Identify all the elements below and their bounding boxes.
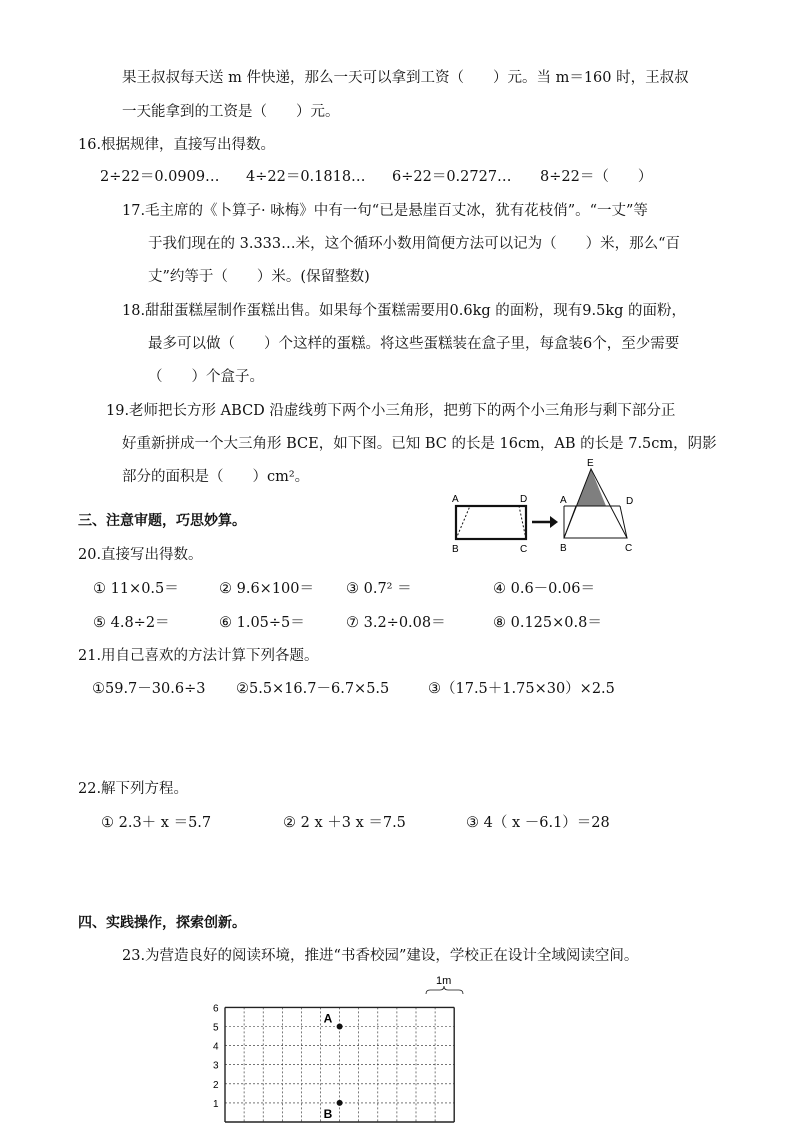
q18-line3: （ ）个盒子。 [148, 369, 264, 385]
y-tick-label: 3 [213, 1060, 219, 1072]
q23-grid [196, 970, 476, 1123]
q21-item-3: ③（17.5＋1.75×30）×2.5 [428, 681, 615, 697]
q19-line2: 好重新拼成一个大三角形 BCE，如下图。已知 BC 的长是 16cm，AB 的长是 7.5cm，阴影 [122, 436, 717, 452]
rect-label-d: D [520, 494, 528, 505]
q18-line1: 18.甜甜蛋糕屋制作蛋糕出售。如果每个蛋糕需要用0.6kg 的面粉，现有9.5kg 的面粉， [122, 303, 687, 319]
section3-title: 三、注意审题，巧思妙算。 [78, 513, 246, 529]
triangle-right-edge [620, 506, 627, 538]
rect-label-b: B [452, 544, 459, 555]
point-a [337, 1024, 343, 1030]
q17-line2: 于我们现在的 3.333…米，这个循环小数用简便方法可以记为（ ）米，那么“百 [148, 236, 681, 252]
triangle-inner-edge [564, 506, 576, 538]
q15-line1: 果王叔叔每天送 m 件快递，那么一天可以拿到工资（ ）元。当 m＝160 时，王叔叔 [122, 70, 689, 86]
point-b [337, 1100, 343, 1106]
shaded-triangle [576, 469, 606, 506]
q18-line2: 最多可以做（ ）个这样的蛋糕。将这些蛋糕装在盒子里，每盒装6个，至少需要 [148, 336, 680, 352]
q16-item-3: 6÷22＝0.2727… [392, 169, 512, 185]
q16-item-1: 2÷22＝0.0909… [100, 169, 220, 185]
point-b-label: B [323, 1106, 333, 1121]
y-tick-label: 2 [213, 1079, 219, 1091]
q17-line3: 丈”约等于（ ）米。(保留整数) [148, 269, 370, 285]
rect-label-a: A [452, 494, 459, 505]
q16-title: 16.根据规律，直接写出得数。 [78, 137, 276, 153]
section4-title: 四、实践操作，探索创新。 [78, 915, 246, 931]
q20-item-4: ④ 0.6－0.06＝ [493, 581, 595, 597]
q22-item-3: ③ 4（ x －6.1）＝28 [466, 815, 610, 831]
q20-item-8: ⑧ 0.125×0.8＝ [493, 615, 602, 631]
q20-title: 20.直接写出得数。 [78, 547, 203, 563]
y-tick-label: 6 [213, 1003, 219, 1015]
y-tick-label: 4 [213, 1041, 219, 1053]
tri-label-c: C [625, 543, 633, 554]
q16-item-4: 8÷22＝（ ） [540, 169, 653, 185]
q21-item-1: ①59.7－30.6÷3 [92, 681, 206, 697]
q23-title: 23.为营造良好的阅读环境，推进“书香校园”建设，学校正在设计全域阅读空间。 [122, 948, 639, 964]
tri-label-b: B [560, 543, 567, 554]
q20-item-3: ③ 0.7² ＝ [346, 581, 412, 597]
q19-figure [446, 456, 646, 556]
rect-label-c: C [520, 544, 528, 555]
q19-line1: 19.老师把长方形 ABCD 沿虚线剪下两个小三角形，把剪下的两个小三角形与剩下部分正 [106, 403, 676, 419]
arrow-head [550, 516, 558, 528]
q20-item-5: ⑤ 4.8÷2＝ [93, 615, 170, 631]
q15-line2: 一天能拿到的工资是（ ）元。 [122, 104, 340, 120]
y-tick-label: 1 [213, 1098, 219, 1110]
scale-label: 1m [436, 975, 452, 987]
q20-item-7: ⑦ 3.2÷0.08＝ [346, 615, 446, 631]
q22-item-1: ① 2.3＋ x ＝5.7 [101, 815, 212, 831]
point-a-label: A [323, 1011, 333, 1026]
q22-title: 22.解下列方程。 [78, 781, 189, 797]
rectangle-abcd [456, 506, 526, 539]
q17-line1: 17.毛主席的《卜算子· 咏梅》中有一句“已是悬崖百丈冰，犹有花枝俏”。“一丈”等 [122, 203, 648, 219]
q20-item-1: ① 11×0.5＝ [93, 581, 179, 597]
q20-item-6: ⑥ 1.05÷5＝ [219, 615, 305, 631]
tri-label-a: A [560, 495, 567, 506]
q16-item-2: 4÷22＝0.1818… [246, 169, 366, 185]
y-tick-label: 5 [213, 1022, 219, 1034]
tri-label-d: D [626, 496, 634, 507]
cut-line-left [456, 506, 470, 539]
q21-item-2: ②5.5×16.7－6.7×5.5 [236, 681, 390, 697]
tri-label-e: E [587, 458, 594, 469]
q19-line3: 部分的面积是（ ）cm²。 [122, 469, 310, 485]
q21-title: 21.用自己喜欢的方法计算下列各题。 [78, 648, 319, 664]
q20-item-2: ② 9.6×100＝ [219, 581, 314, 597]
q22-item-2: ② 2 x ＋3 x ＝7.5 [283, 815, 406, 831]
scale-brace [426, 986, 463, 994]
